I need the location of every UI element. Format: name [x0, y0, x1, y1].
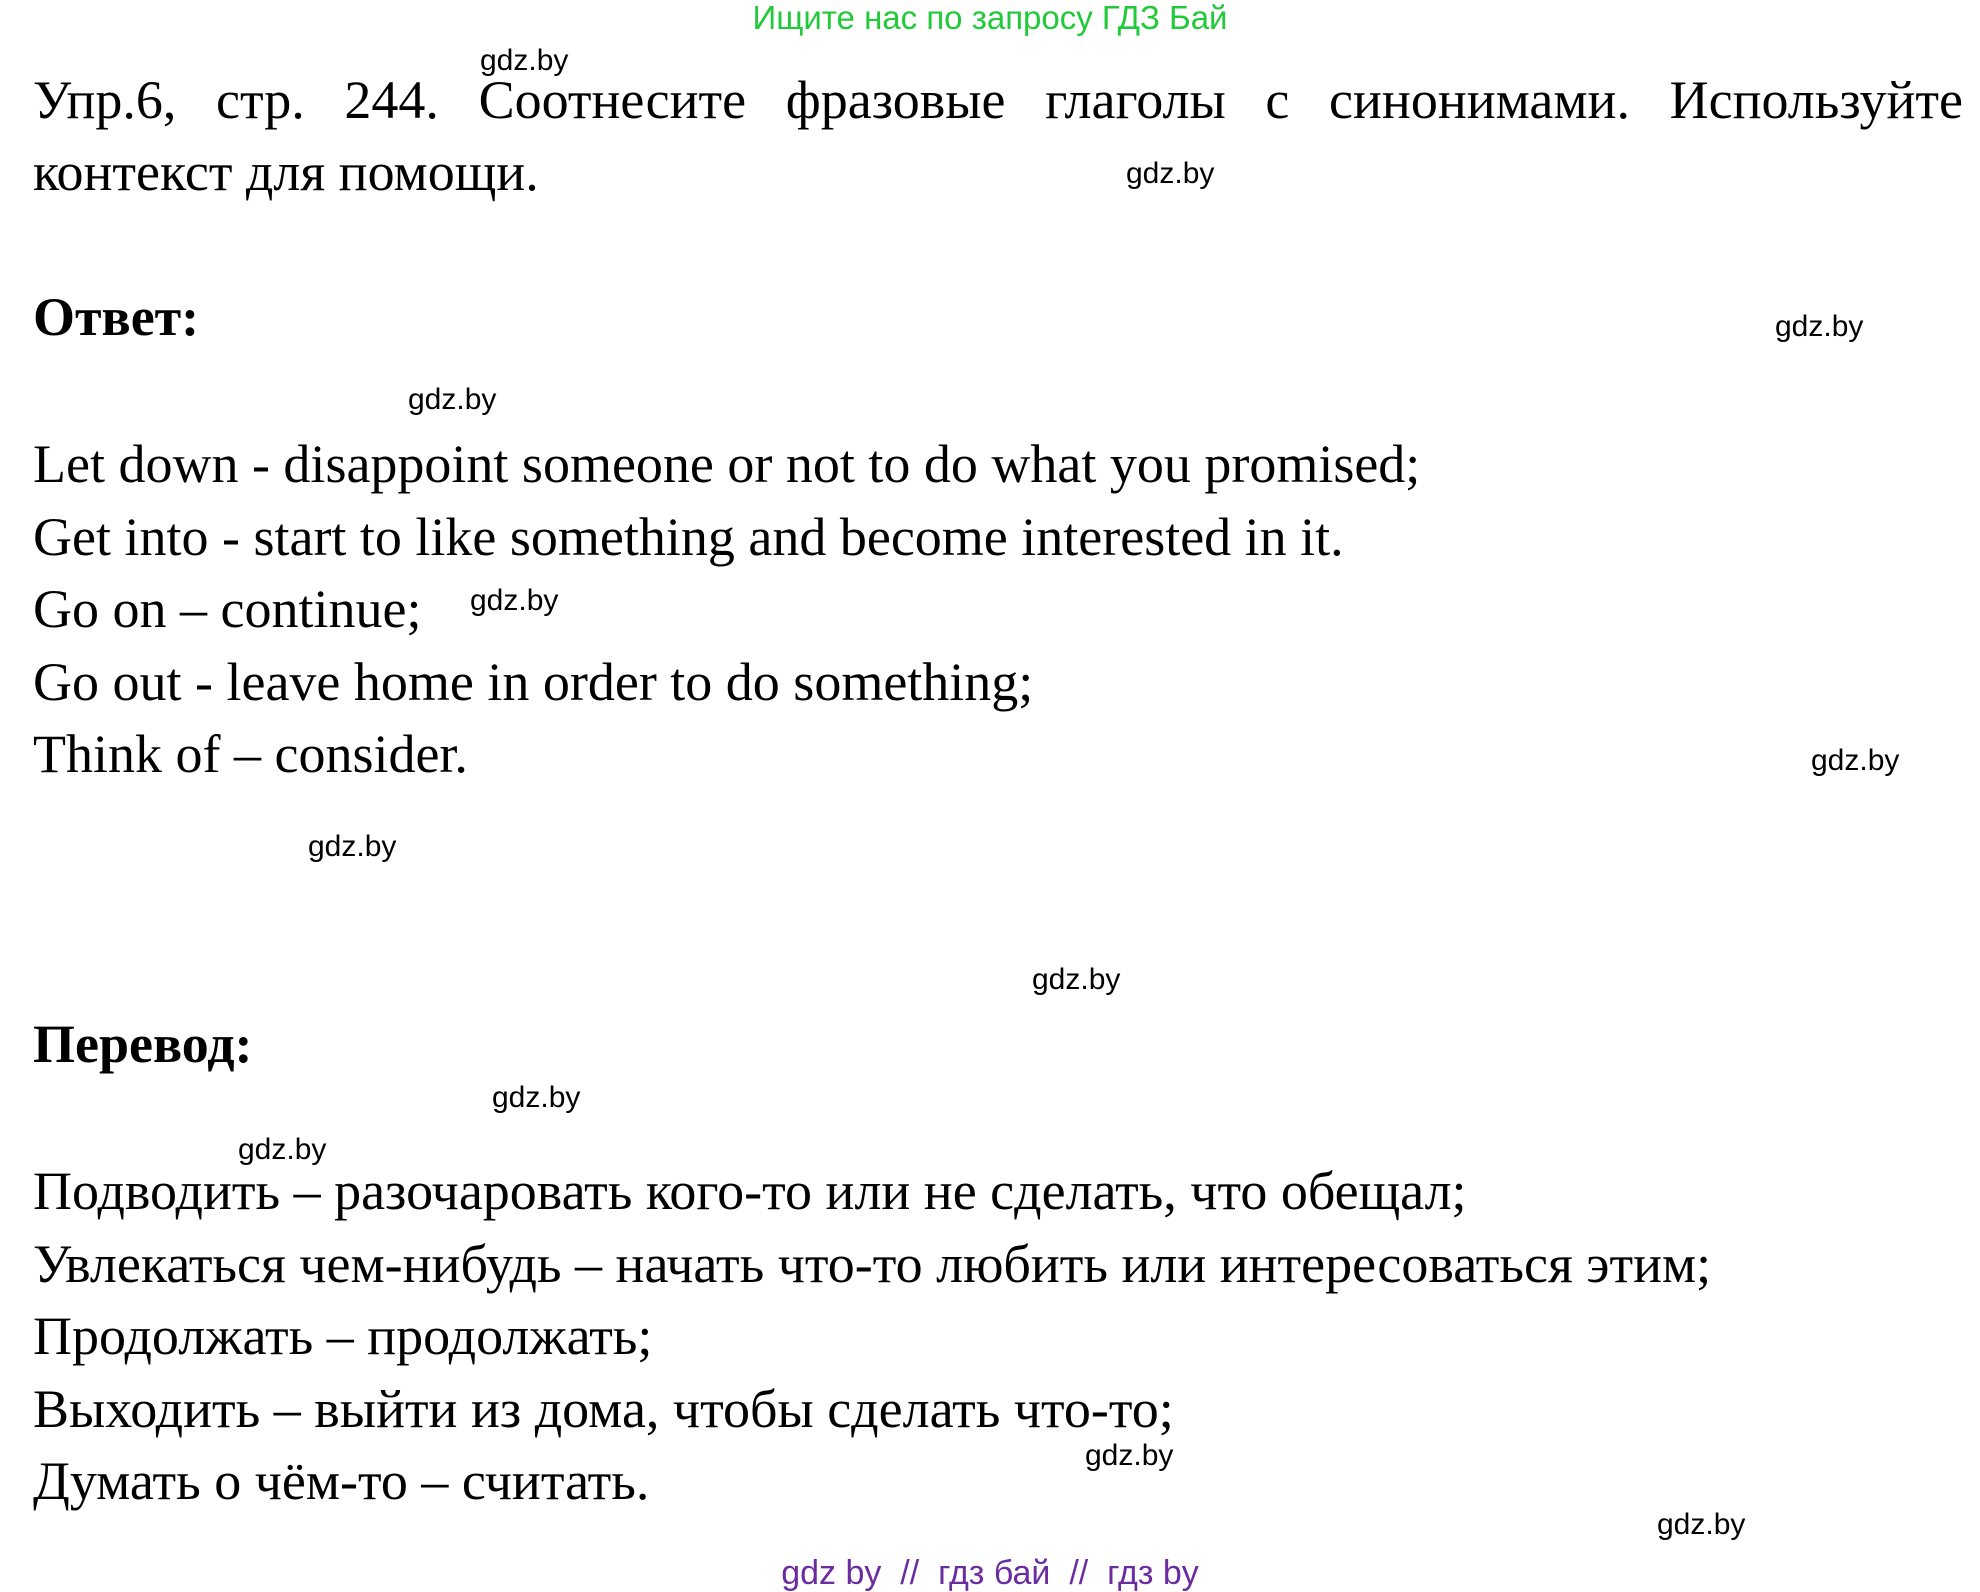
translation-line: Выходить – выйти из дома, чтобы сделать что-то;: [33, 1378, 1174, 1439]
answer-list: [33, 428, 1420, 791]
answer-line: Think of – consider.: [33, 724, 468, 784]
watermark: gdz.by: [1126, 157, 1215, 190]
translation-line: Увлекаться чем-нибудь – начать что-то любить или интересоваться этим;: [33, 1233, 1712, 1294]
answer-line: Let down - disappoint someone or not to do what you promised;: [33, 434, 1421, 494]
watermark: gdz.by: [1811, 744, 1900, 777]
watermark: gdz.by: [1085, 1439, 1174, 1472]
watermark: gdz.by: [408, 383, 497, 416]
answer-line: Go on – continue;: [33, 579, 422, 639]
task-statement: Упр.6, стр. 244. Соотнесите фразовые глаголы с синонимами. Используйте контекст для помощи.: [33, 70, 1963, 202]
answer-heading: Ответ:: [33, 287, 200, 347]
watermark: gdz.by: [238, 1133, 327, 1166]
answer-line: Get into - start to like something and become interested in it.: [33, 506, 1344, 567]
watermark: gdz.by: [1032, 963, 1121, 996]
watermark: gdz.by: [480, 44, 569, 77]
translation-list: [33, 1155, 1711, 1518]
translation-line: Подводить – разочаровать кого-то или не сделать, что обещал;: [33, 1161, 1467, 1221]
watermark: gdz.by: [1775, 310, 1864, 343]
translation-line: Думать о чём-то – считать.: [33, 1451, 650, 1511]
search-banner: Ищите нас по запросу ГДЗ Бай: [752, 0, 1228, 36]
translation-heading: Перевод:: [33, 1014, 253, 1074]
watermark: gdz.by: [470, 584, 559, 617]
answer-line: Go out - leave home in order to do something;: [33, 651, 1034, 712]
watermark: gdz.by: [1657, 1508, 1746, 1541]
watermark: gdz.by: [492, 1081, 581, 1114]
watermark: gdz.by: [308, 830, 397, 863]
translation-line: Продолжать – продолжать;: [33, 1306, 653, 1366]
footer-links: gdz by // гдз бай // гдз by: [781, 1554, 1199, 1592]
